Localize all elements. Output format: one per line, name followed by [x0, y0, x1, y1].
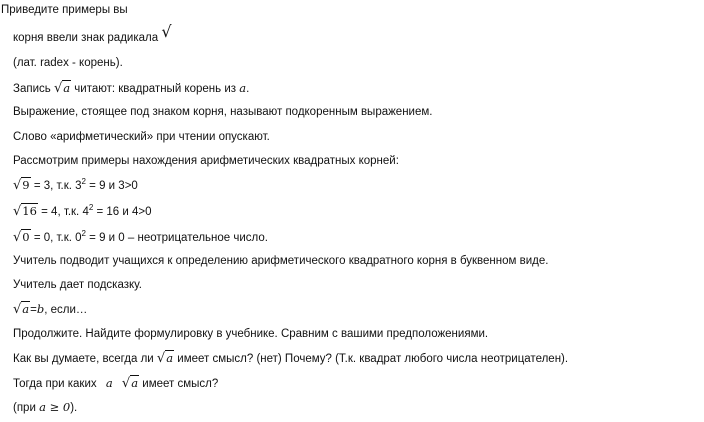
sqrt-16: √16	[13, 204, 37, 219]
sqrt-arg: a	[22, 302, 30, 316]
text-line-4	[13, 80, 249, 97]
sqrt-0: √0	[13, 230, 30, 245]
text-line-14: Продолжите. Найдите формулировку в учебнике. Сравним с вашими предположениями.	[13, 328, 489, 340]
condition: a ≥ 0	[39, 400, 71, 414]
sqrt-arg: 9	[22, 178, 30, 192]
text-line-7: Рассмотрим примеры нахождения арифметических квадратных корней:	[13, 155, 399, 167]
example-2	[13, 203, 152, 220]
text-line-17	[13, 399, 77, 416]
text-line-16	[13, 375, 218, 392]
sqrt-arg: 16	[22, 204, 37, 218]
example-2-a: = 4, т.к. 4	[37, 206, 89, 218]
text-line-12: Учитель дает подсказку.	[13, 279, 142, 291]
text-line-11: Учитель подводит учащихся к определению арифметического квадратного корня в буквенном виде.	[13, 255, 549, 267]
sqrt-a: √a	[156, 351, 174, 366]
equals: =	[30, 304, 37, 316]
line-17-pre: (при	[13, 402, 36, 414]
text-line-6: Слово «арифметический» при чтении опускают.	[13, 131, 270, 143]
text-line-3: (лат. radex - корень).	[13, 57, 123, 69]
example-3-b: = 9 и 0 – неотрицательное число.	[85, 232, 268, 244]
exponent: 2	[81, 229, 86, 239]
sqrt-arg: a	[131, 376, 139, 390]
line-15-pre: Как вы думаете, всегда ли	[13, 353, 154, 365]
text-line-15	[13, 350, 568, 367]
example-1-b: = 9 и 3>0	[85, 180, 138, 192]
sqrt-a: √a	[13, 302, 30, 317]
example-2-b: = 16 и 4>0	[93, 206, 152, 218]
line-4-pre: Запись	[13, 83, 51, 95]
sqrt-9: √9	[13, 178, 30, 193]
text-line-5: Выражение, стоящее под знаком корня, называют подкоренным выражением.	[13, 106, 433, 118]
line-16-pre: Тогда при каких	[13, 378, 97, 390]
var-a: a	[105, 376, 113, 390]
sqrt-arg: a	[63, 81, 71, 95]
var-b: b	[36, 302, 45, 316]
var-a: a	[239, 81, 247, 95]
text-line-13	[13, 301, 87, 318]
text-line-2	[13, 22, 172, 46]
exponent: 2	[88, 203, 94, 213]
sqrt-arg: 0	[22, 230, 30, 244]
line-17-post: ).	[70, 402, 78, 414]
line-2-text: корня ввели знак радикала	[13, 32, 159, 44]
line-4-mid: читают: квадратный корень из	[74, 83, 237, 95]
text-line-1: Приведите примеры вы	[1, 4, 128, 16]
example-1	[13, 177, 138, 194]
exponent: 2	[81, 177, 86, 187]
example-3	[13, 229, 268, 246]
line-4-post: .	[246, 83, 250, 95]
example-1-a: = 3, т.к. 3	[30, 180, 82, 192]
line-16-post: имеет смысл?	[142, 378, 219, 390]
line-15-post: имеет смысл? (нет) Почему? (Т.к. квадрат любого числа неотрицателен).	[177, 353, 569, 365]
sqrt-a: √a	[121, 376, 139, 391]
sqrt-arg: a	[166, 351, 174, 365]
example-3-a: = 0, т.к. 0	[30, 232, 82, 244]
radical-symbol: √	[161, 22, 172, 41]
line-13-post: , если…	[44, 304, 88, 316]
sqrt-a: √a	[53, 81, 71, 96]
